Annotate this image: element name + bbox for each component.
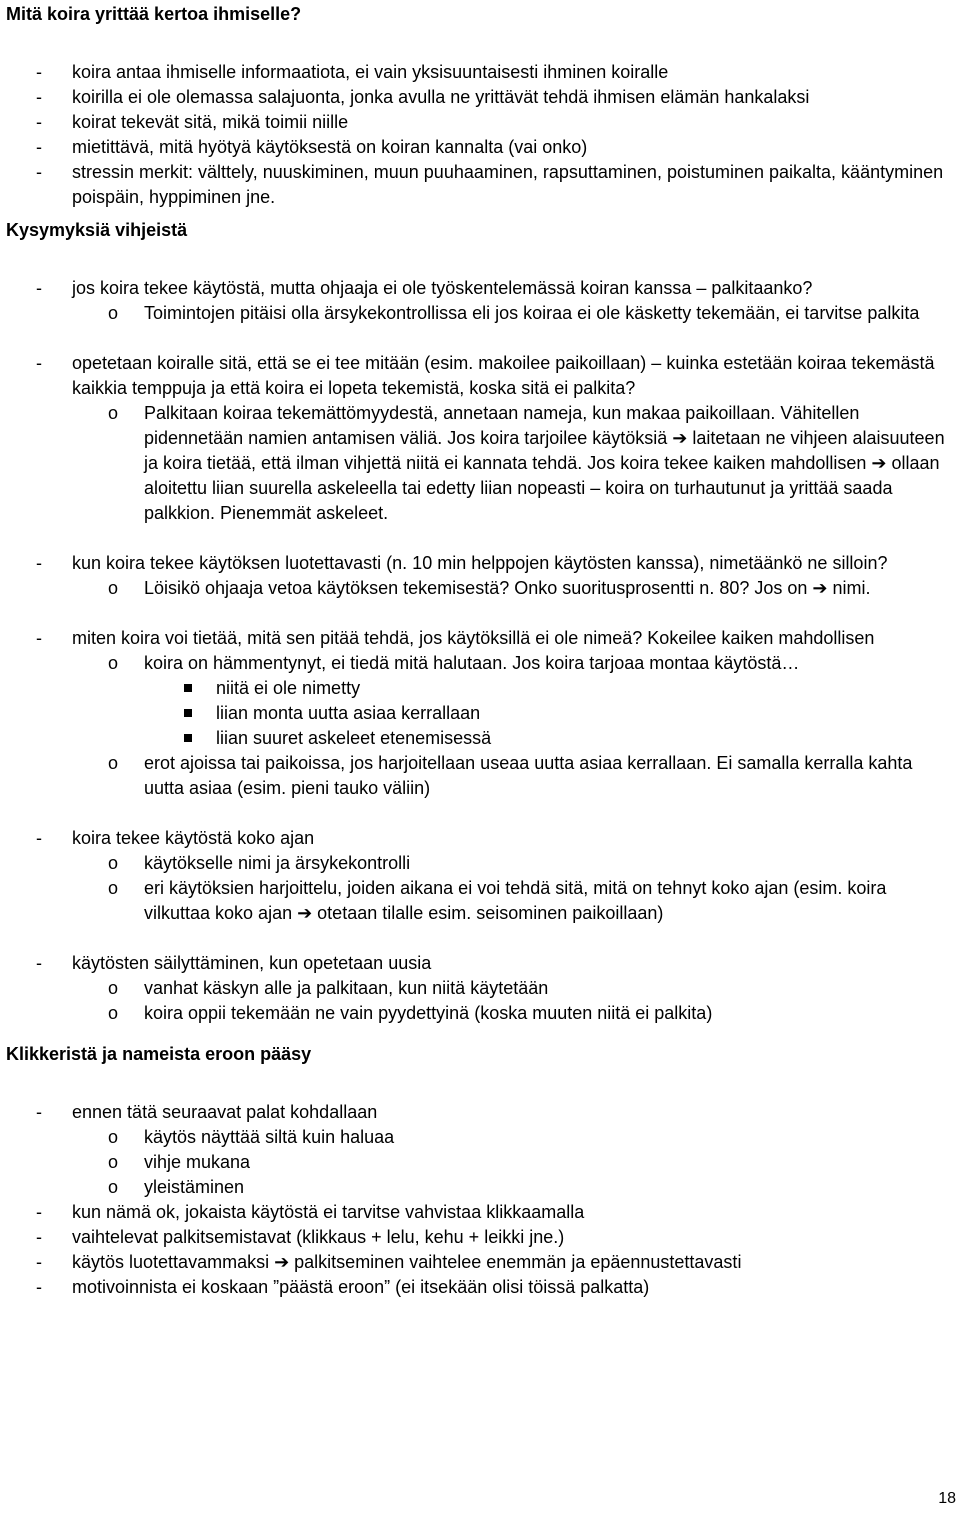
page-number: 18 — [938, 1490, 956, 1507]
question-list — [6, 551, 956, 601]
list-item: - motivoinnista ei koskaan ”päästä eroon” (ei itsekään olisi töissä palkatta) — [36, 1277, 650, 1297]
list-item: - kun nämä ok, jokaista käytöstä ei tarvitse vahvistaa klikkaamalla — [36, 1202, 585, 1222]
question-list — [6, 626, 956, 801]
list-item: - miten koira voi tietää, mitä sen pitää tehdä, jos käytöksillä ei ole nimeä? Kokeilee kaiken mahdollisen — [36, 628, 875, 648]
list-item: - mietittävä, mitä hyötyä käytöksestä on koiran kannalta (vai onko) — [36, 137, 588, 157]
page-title: Mitä koira yrittää kertoa ihmiselle? — [6, 4, 302, 24]
square-bullet-icon — [184, 734, 192, 742]
list-item: - koira tekee käytöstä koko ajan — [36, 828, 315, 848]
question-list — [6, 951, 956, 1026]
sub-list-item: o käytös näyttää siltä kuin haluaa — [108, 1127, 395, 1147]
question-list — [6, 826, 956, 926]
sub-list-item: o vanhat käskyn alle ja palkitaan, kun niitä käytetään — [108, 978, 549, 998]
sub-list-item: o käytökselle nimi ja ärsykekontrolli — [108, 853, 411, 873]
square-bullet-item: liian monta uutta asiaa kerrallaan — [6, 701, 956, 726]
list-item: - koirilla ei ole olemassa salajuonta, jonka avulla ne yrittävät tehdä ihmisen elämän hankalaksi — [36, 87, 810, 107]
sub-list-item: o Toimintojen pitäisi olla ärsykekontrollissa eli jos koiraa ei ole käsketty tekemään, ei tarvitse palkita — [108, 303, 920, 323]
clicker-list — [6, 1100, 956, 1300]
list-item: - koirat tekevät sitä, mikä toimii niille — [36, 112, 349, 132]
sub-list-item: o Löisikö ohjaaja vetoa käytöksen tekemisestä? Onko suoritusprosentti n. 80? Jos on ➔ nimi. — [108, 578, 871, 598]
sub-list-item: o koira oppii tekemään ne vain pyydettyinä (koska muuten niitä ei palkita) — [108, 1003, 713, 1023]
document-page — [6, 0, 956, 1300]
question-list — [6, 351, 956, 526]
square-bullet-item: liian suuret askeleet etenemisessä — [6, 726, 956, 751]
list-item: - vaihtelevat palkitsemistavat (klikkaus + lelu, kehu + leikki jne.) — [36, 1227, 565, 1247]
sub-list-item: o vihje mukana — [108, 1152, 251, 1172]
square-bullet-icon — [184, 684, 192, 692]
list-item: - koira antaa ihmiselle informaatiota, ei vain yksisuuntaisesti ihminen koiralle — [36, 62, 669, 82]
square-bullet-icon — [184, 709, 192, 717]
list-item: - jos koira tekee käytöstä, mutta ohjaaja ei ole työskentelemässä koiran kanssa – palkitaanko? — [36, 278, 813, 298]
section1-list — [6, 60, 956, 210]
question-list — [6, 276, 956, 326]
sub-list-item: o Palkitaan koiraa tekemättömyydestä, annetaan nameja, kun makaa paikoillaan. Vähitellen pidennetään namien antamisen väliä. Jos koira tarjoilee käytöksiä ➔ laitetaan ne vihjeen alaisuuteen ja koira tietää, että ilman vihjettä niitä ei kannata tehdä. Jos koira tekee kaiken mahdollisen ➔ ollaan aloitettu liian suurella askeleella tai edetty liian nopeasti – koira on turhautunut ja yrittää saada palkkion. Pienemmät askeleet. — [108, 403, 945, 523]
section-heading: Klikkeristä ja nameista eroon pääsy — [6, 1044, 312, 1064]
list-item: - käytösten säilyttäminen, kun opetetaan uusia — [36, 953, 432, 973]
sub-list-item: o yleistäminen — [108, 1177, 245, 1197]
square-bullet-item: niitä ei ole nimetty — [6, 676, 956, 701]
list-item: - käytös luotettavammaksi ➔ palkitseminen vaihtelee enemmän ja epäennustettavasti — [36, 1252, 742, 1272]
section-heading: Kysymyksiä vihjeistä — [6, 220, 188, 240]
list-item: - stressin merkit: välttely, nuuskiminen, muun puuhaaminen, rapsuttaminen, poistuminen paikalta, kääntyminen poispäin, hyppiminen jne. — [36, 162, 944, 207]
list-item: - ennen tätä seuraavat palat kohdallaan — [36, 1102, 378, 1122]
sub-list-item: o eri käytöksien harjoittelu, joiden aikana ei voi tehdä sitä, mitä on tehnyt koko ajan (esim. koira vilkuttaa koko ajan ➔ otetaan tilalle esim. seisominen paikoillaan) — [108, 878, 887, 923]
sub-list-item: o koira on hämmentynyt, ei tiedä mitä halutaan. Jos koira tarjoaa montaa käytöstä… — [108, 653, 800, 673]
list-item: - opetetaan koiralle sitä, että se ei tee mitään (esim. makoilee paikoillaan) – kuinka estetään koiraa tekemästä kaikkia temppuja ja että koira ei lopeta tekemistä, koska sitä ei palkita? — [36, 353, 935, 398]
list-item: - kun koira tekee käytöksen luotettavasti (n. 10 min helppojen käytösten kanssa), nimetäänkö ne silloin? — [36, 553, 888, 573]
sub-list-item: o erot ajoissa tai paikoissa, jos harjoitellaan useaa uutta asiaa kerrallaan. Ei samalla kerralla kahta uutta asiaa (esim. pieni tauko väliin) — [108, 753, 913, 798]
